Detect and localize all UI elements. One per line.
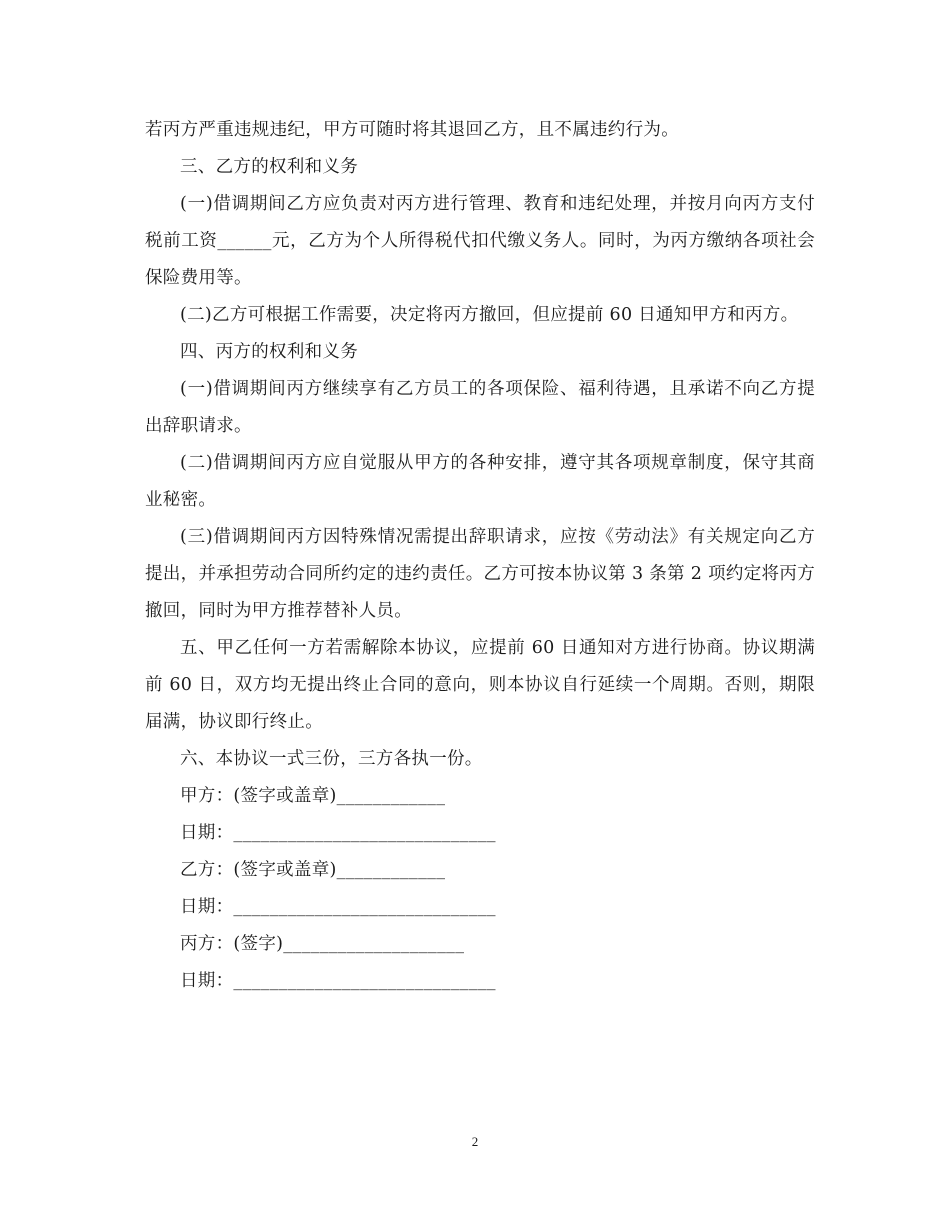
clause-termination: 五、甲乙任何一方若需解除本协议，应提前 60 日通知对方进行协商。协议期满前 60 日，双方均无提出终止合同的意向，则本协议自行延续一个周期。否则，期限届满，协议即行终止。 — [145, 638, 815, 732]
date-line-party-a: 日期：_____________________________ — [180, 823, 496, 843]
date-line-party-c: 日期：_____________________________ — [180, 971, 496, 991]
signature-party-a: 甲方：(签字或盖章)____________ — [180, 786, 446, 806]
clause-b-1: (一)借调期间乙方应负责对丙方进行管理、教育和违纪处理，并按月向丙方支付税前工资______元，乙方为个人所得税代扣代缴义务人。同时，为丙方缴纳各项社会保险费用等。 — [145, 194, 815, 288]
signature-block — [145, 778, 815, 1000]
signature-party-b: 乙方：(签字或盖章)____________ — [180, 860, 446, 880]
page-number: 2 — [471, 1134, 479, 1149]
clause-copies: 六、本协议一式三份，三方各执一份。 — [180, 749, 483, 769]
date-line-party-b: 日期：_____________________________ — [180, 897, 496, 917]
section-heading-party-b: 三、乙方的权利和义务 — [180, 157, 358, 177]
clause-b-2: (二)乙方可根据工作需要，决定将丙方撤回，但应提前 60 日通知甲方和丙方。 — [180, 305, 799, 325]
clause-c-3: (三)借调期间丙方因特殊情况需提出辞职请求，应按《劳动法》有关规定向乙方提出，并承担劳动合同所约定的违约责任。乙方可按本协议第 3 条第 2 项约定将丙方撤回，同时为甲方推荐替补人员。 — [145, 527, 815, 621]
clause-c-1: (一)借调期间丙方继续享有乙方员工的各项保险、福利待遇，且承诺不向乙方提出辞职请求。 — [145, 379, 815, 436]
signature-party-c: 丙方：(签字)____________________ — [180, 934, 465, 954]
document-body — [145, 112, 815, 1000]
paragraph-continuation: 若丙方严重违规违纪，甲方可随时将其退回乙方，且不属违约行为。 — [145, 120, 679, 140]
section-heading-party-c: 四、丙方的权利和义务 — [180, 342, 358, 362]
clause-c-2: (二)借调期间丙方应自觉服从甲方的各种安排，遵守其各项规章制度，保守其商业秘密。 — [145, 453, 815, 510]
